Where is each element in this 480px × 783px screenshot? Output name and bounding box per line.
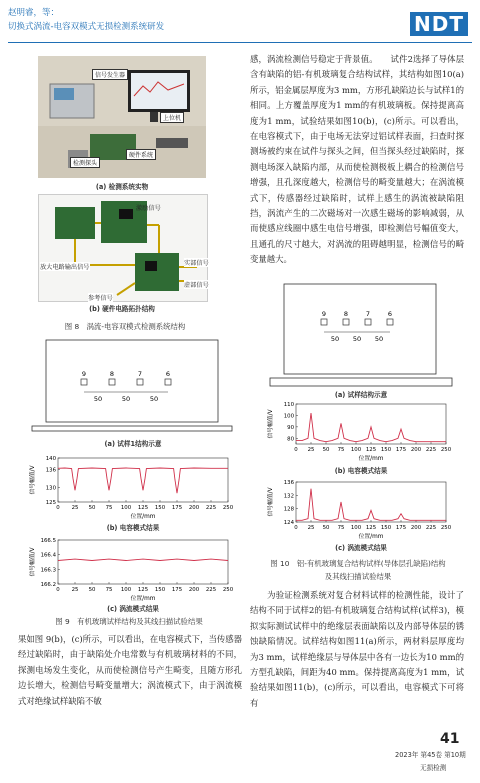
y-tick-label: 132 [283,493,294,500]
x-tick-label: 150 [380,525,392,531]
x-tick-label: 250 [440,525,452,531]
y-tick-label: 136 [45,467,56,474]
header-rule [8,42,472,43]
y-tick-label: 100 [283,413,294,420]
running-header [0,0,480,44]
y-tick-label: 110 [283,402,294,408]
hole-marker [109,379,115,385]
x-tick-label: 25 [307,525,315,531]
journal-logo: NDT [410,12,468,36]
x-tick-label: 125 [137,587,149,593]
hole-size-label: 6 [387,310,393,318]
fig8-circuit-drawing [39,195,207,301]
y-tick-label: 136 [283,480,294,486]
fig8-caption: 图 8 涡流-电容双模式检测系统结构 [64,322,186,331]
hole-size-label: 7 [137,370,143,378]
x-tick-label: 150 [154,587,166,593]
hole-marker [343,319,349,325]
y-tick-label: 128 [283,506,294,513]
hole-marker [81,379,87,385]
hole-size-label: 9 [81,370,87,378]
y-tick-label: 90 [287,424,294,431]
spacing-label: 50 [330,335,340,343]
hole-marker [365,319,371,325]
right-body-text-top: 感，涡流检测信号稳定于背景值。 试件2选择了导体层含有缺陷的铝-有机玻璃复合结构试样，其结构如图10(a)所示，铝金属层厚度为3 mm，方形孔缺陷边长与试样1的相同。上方覆盖厚度为1 mm的有机玻璃板。保持提离高度为1 mm，试验结果如图10(b)，(c)所示。可以看出，在电容模式下，由于电场无法穿过铝试样表面，扫查时探测场被约束在试件与探头之间，但当探头经过缺陷时，探测电场深入缺陷内部，从而使检测极板上耦合的检测信号增强，且孔深度越大，检测信号的畸变量越大；在涡流模式下，传感器经过缺陷时，试样上感生的涡流被缺陷阻挡，涡流产生的二次磁场对一次感生磁场的影响减弱，从而使感应线圈中感生电信号增强，即检测信号幅值变大，且通孔的尺寸越大，对涡流的阻碍越明显，检测信号的畸变量越大。 [250,54,464,265]
y-tick-label: 80 [287,436,294,443]
x-tick-label: 225 [425,447,437,453]
x-tick-label: 250 [440,447,452,453]
signal-line [58,468,228,493]
y-axis-label: 信号幅值/V [268,487,274,517]
fig9-sub-c: (c) 涡流模式结果 [107,605,159,613]
x-tick-label: 50 [322,447,330,453]
y-tick-label: 124 [283,520,294,526]
y-tick-label: 140 [45,456,56,462]
header-title: 切换式涡流-电容双模式无损检测系统研发 [8,22,165,32]
hole-size-label: 6 [165,370,171,378]
x-tick-label: 0 [294,447,298,453]
fig10-caption-line1: 图 10 铝-有机玻璃复合结构试样(导体层孔缺陷)结构 [270,559,446,568]
fig10c-chart [266,476,456,540]
fig10-sub-b: (b) 电容模式结果 [334,467,388,475]
label-amp-output: 放大电路输出信号 [40,264,90,271]
x-axis-label: 位置/mm [130,596,156,602]
footer-journal: 无损检测 [420,764,447,772]
x-tick-label: 200 [410,447,422,453]
x-tick-label: 200 [410,525,422,531]
x-tick-label: 250 [222,505,234,511]
y-tick-label: 166.2 [40,582,56,588]
hole-marker [165,379,171,385]
plot-frame [58,540,228,584]
x-tick-label: 150 [154,505,166,511]
x-tick-label: 0 [294,525,298,531]
x-tick-label: 125 [137,505,149,511]
fig9-caption: 图 9 有机玻璃试样结构及其线扫描试验结果 [55,617,203,626]
x-tick-label: 100 [350,447,362,453]
fig8-sub-a: (a) 检测系统实物 [95,183,149,191]
plot-frame [58,458,228,502]
fig9-sub-a: (a) 试样1结构示意 [104,440,162,448]
x-tick-label: 100 [350,525,362,531]
signal-line [296,413,446,442]
y-axis-label: 信号幅值/V [30,547,36,577]
label-pc: 上位机 [160,112,184,123]
fig10-caption-line2: 及其线扫描试验结果 [324,572,392,581]
x-tick-label: 200 [188,587,200,593]
x-tick-label: 50 [88,587,96,593]
footer-issue: 2023年 第45卷 第10期 [395,751,466,759]
spacing-label: 50 [121,395,131,403]
plot-frame [296,482,446,522]
x-tick-label: 175 [171,587,183,593]
x-tick-label: 200 [188,505,200,511]
fig9-sub-b: (b) 电容模式结果 [106,524,160,532]
signal-line [296,489,446,521]
hole-size-label: 8 [343,310,349,318]
x-axis-label: 位置/mm [130,514,156,520]
y-tick-label: 166.4 [40,552,56,559]
hole-marker [387,319,393,325]
x-tick-label: 50 [322,525,330,531]
y-tick-label: 166.3 [40,567,56,574]
label-generator: 信号发生器 [92,69,128,80]
label-probe: 检测探头 [70,157,100,168]
x-tick-label: 100 [120,587,132,593]
fig10-structure [266,282,456,388]
y-axis-label: 信号幅值/V [268,409,274,439]
x-tick-label: 175 [395,525,407,531]
header-authors: 赵明睿，等： [8,8,60,18]
right-body-text-bottom: 为验证检测系统对复合材料试样的检测性能，设计了结构不同于试样2的铝-有机玻璃复合结构试样(试样3)，模拟实际测试试样中的绝缘层表面缺陷以及内部导体层的锈蚀缺陷情况。试样结构如图11(a)所示，两材料层厚度均为3 mm，试样绝缘层与导体层中各有一边长为10 mm的方型孔缺陷，间距为40 mm。保持提离高度为1 mm，试验结果如图11(b)，(c)所示，可以看出，电容模式下可将有 [250,590,464,708]
x-tick-label: 0 [56,505,60,511]
label-real: 实部信号 [184,260,209,267]
y-tick-label: 166.5 [40,538,56,544]
y-axis-label: 信号幅值/V [30,465,36,495]
spacing-label: 50 [149,395,159,403]
x-tick-label: 0 [56,587,60,593]
signal-line [58,559,228,560]
fig10-sub-c: (c) 涡流模式结果 [335,544,387,552]
hole-size-label: 9 [321,310,327,318]
fig9b-chart [28,452,238,520]
x-tick-label: 75 [105,587,113,593]
hole-size-label: 8 [109,370,115,378]
fig8-circuit [38,194,208,302]
fig8-sub-b: (b) 硬件电路拓扑结构 [89,305,155,313]
label-imag: 虚部信号 [184,282,209,289]
fig10-sub-a: (a) 试样结构示意 [334,391,388,399]
x-tick-label: 150 [380,447,392,453]
x-tick-label: 225 [205,505,217,511]
x-tick-label: 125 [365,447,377,453]
x-tick-label: 175 [395,447,407,453]
x-tick-label: 175 [171,505,183,511]
x-tick-label: 100 [120,505,132,511]
x-tick-label: 25 [71,505,79,511]
page-number: 41 [440,731,460,747]
label-hardware: 硬件系统 [126,149,156,160]
hole-marker [321,319,327,325]
plot-frame [296,404,446,444]
x-axis-label: 位置/mm [358,534,384,540]
x-tick-label: 225 [425,525,437,531]
x-tick-label: 75 [337,447,345,453]
left-body-text: 果如图 9(b)，(c)所示，可以看出，在电容模式下，当传感器经过缺陷时，由于缺陷处介电常数与有机玻璃材料的不同，探测电场发生变化，从而使检测信号产生畸变，且随方形孔边长增大，检测信号畸变量增大；涡流模式下，由于涡流模式对绝缘试样缺陷不敏 [18,634,242,706]
spacing-label: 50 [352,335,362,343]
x-axis-label: 位置/mm [358,456,384,462]
spacing-label: 50 [374,335,384,343]
fig9c-chart [28,534,238,602]
y-tick-label: 125 [45,500,56,506]
x-tick-label: 25 [71,587,79,593]
x-tick-label: 250 [222,587,234,593]
x-tick-label: 75 [105,505,113,511]
spacing-label: 50 [93,395,103,403]
y-tick-label: 130 [45,485,56,492]
hole-marker [137,379,143,385]
label-ref: 参考信号 [88,295,113,302]
fig9-structure [28,336,238,432]
x-tick-label: 125 [365,525,377,531]
x-tick-label: 75 [337,525,345,531]
x-tick-label: 225 [205,587,217,593]
hole-size-label: 7 [365,310,371,318]
fig10b-chart [266,398,456,462]
x-tick-label: 50 [88,505,96,511]
x-tick-label: 25 [307,447,315,453]
label-excitation: 激励信号 [136,205,161,212]
